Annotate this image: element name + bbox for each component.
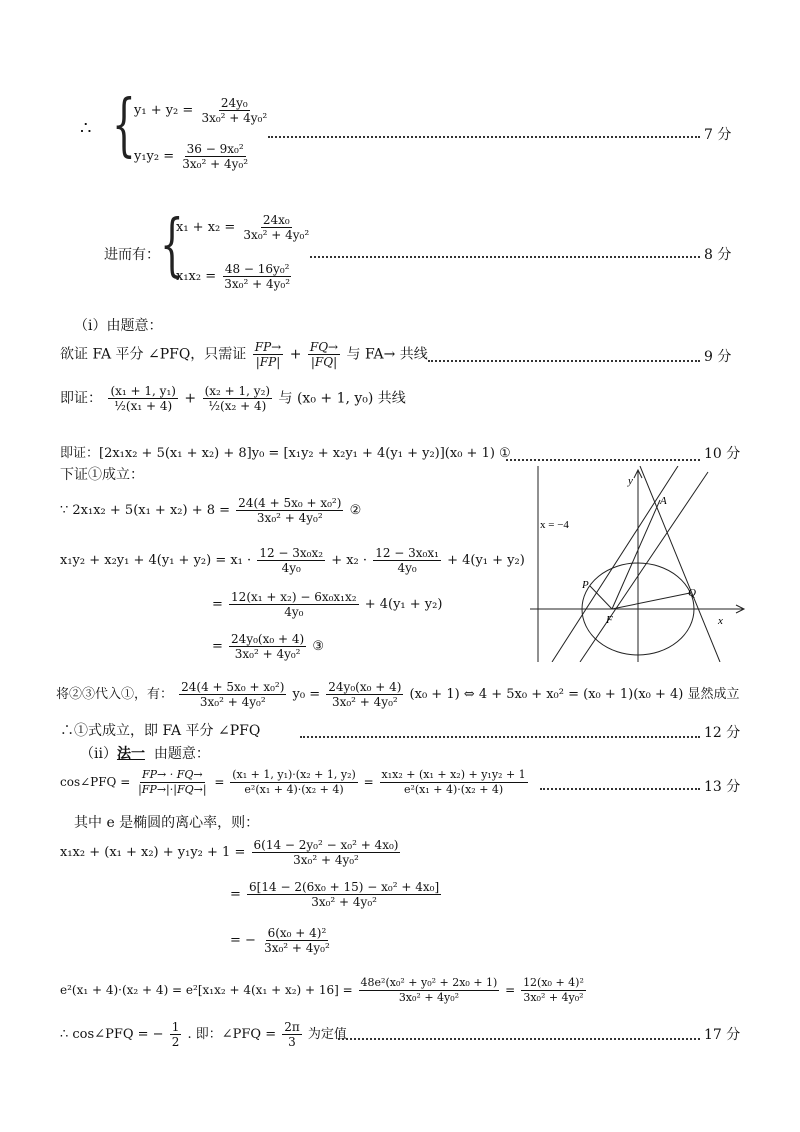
part-i-heading: （i）由题意： bbox=[74, 318, 163, 334]
minus-sign: = − bbox=[230, 933, 256, 948]
x-product-numerator: 48 − 16y₀² bbox=[224, 262, 290, 276]
equals-sign: = bbox=[363, 775, 374, 789]
point-q-label: Q bbox=[688, 587, 696, 599]
expansion-denominator-3: 4y₀ bbox=[284, 605, 304, 619]
score-8: 8 分 bbox=[704, 247, 732, 263]
cosine-equation bbox=[60, 768, 530, 797]
y-product-fraction bbox=[180, 142, 250, 171]
numerator-calc-num-1: 6(14 − 2y₀² − x₀² + 4x₀) bbox=[253, 838, 399, 852]
numerator-calc-2 bbox=[230, 880, 443, 909]
denominator-calc-den-1: 3x₀² + 4y₀² bbox=[398, 991, 460, 1004]
system-brace: { bbox=[112, 86, 136, 165]
y-product-lhs: y₁y₂ = bbox=[134, 149, 175, 164]
substitution-numerator-2: 24y₀(x₀ + 4) bbox=[328, 680, 402, 694]
substitution-fraction-2 bbox=[326, 680, 403, 709]
part-i-conclusion: ∴①式成立，即 FA 平分 ∠PFQ bbox=[60, 723, 261, 739]
dot-leader bbox=[428, 360, 700, 362]
score-7: 7 分 bbox=[704, 127, 732, 143]
y-axis-label: y bbox=[628, 475, 633, 487]
substitution-line bbox=[56, 680, 740, 709]
cosine-denominator-3: e²(x₁ + 4)·(x₂ + 4) bbox=[403, 783, 504, 796]
point-p-fraction bbox=[108, 384, 177, 413]
because-lhs: ∵ 2x₁x₂ + 5(x₁ + x₂) + 8 = bbox=[60, 503, 231, 518]
one-half-numerator: 1 bbox=[171, 1020, 180, 1034]
x-product-denominator: 3x₀² + 4y₀² bbox=[224, 277, 291, 291]
directrix-label: x = −4 bbox=[540, 519, 569, 531]
one-half-denominator: 2 bbox=[171, 1035, 180, 1049]
cosine-fraction-3 bbox=[380, 768, 528, 797]
chord-line bbox=[580, 472, 708, 662]
unit-vector-fq bbox=[308, 340, 340, 369]
two-pi-denominator: 3 bbox=[288, 1035, 296, 1049]
final-result bbox=[60, 1020, 347, 1049]
expansion-end: + 4(y₁ + y₂) bbox=[447, 553, 525, 568]
want-prefix: 欲证 FA 平分 ∠PFQ，只需证 bbox=[60, 346, 247, 363]
prove-collinear-line bbox=[60, 384, 406, 413]
numerator-calc-den-2: 3x₀² + 4y₀² bbox=[311, 895, 377, 909]
expansion-line-3 bbox=[212, 632, 324, 661]
one-half bbox=[170, 1020, 182, 1049]
hence-label: 进而有： bbox=[104, 247, 160, 263]
x-sum-denominator: 3x₀² + 4y₀² bbox=[243, 228, 310, 242]
y-product-denominator: 3x₀² + 4y₀² bbox=[182, 157, 249, 171]
dot-leader bbox=[506, 459, 700, 461]
denominator-calc-lhs: e²(x₁ + 4)·(x₂ + 4) = e²[x₁x₂ + 4(x₁ + x₂) + 16] = bbox=[60, 983, 353, 997]
expansion-fraction-3 bbox=[229, 590, 359, 619]
denominator-calc-fraction-2 bbox=[521, 976, 586, 1005]
y-sum-equation bbox=[134, 96, 271, 125]
x-axis-label: x bbox=[718, 615, 723, 627]
denominator-calc-num-2: 12(x₀ + 4)² bbox=[523, 976, 584, 989]
expansion-line-2 bbox=[212, 590, 442, 619]
substitution-denominator-2: 3x₀² + 4y₀² bbox=[331, 695, 398, 709]
expansion-line-1 bbox=[60, 546, 525, 575]
x-sum-numerator: 24x₀ bbox=[262, 213, 290, 227]
x-sum-lhs: x₁ + x₂ = bbox=[176, 220, 236, 235]
x-product-lhs: x₁x₂ = bbox=[176, 269, 217, 284]
y-sum-fraction bbox=[199, 96, 269, 125]
substitution-prefix: 将②③代入①，有： bbox=[56, 687, 174, 702]
therefore-symbol: ∴ bbox=[80, 118, 92, 139]
point-p-numerator: (x₁ + 1, y₁) bbox=[110, 384, 176, 398]
x-product-fraction bbox=[222, 262, 292, 291]
point-f-label: F bbox=[606, 614, 613, 626]
expansion-denominator-4: 3x₀² + 4y₀² bbox=[234, 647, 301, 661]
point-p-label: P bbox=[582, 579, 589, 591]
score-13: 13 分 bbox=[704, 779, 741, 795]
substitution-suffix: (x₀ + 1) ⇔ 4 + 5x₀ + x₀² = (x₀ + 1)(x₀ + 4) 显然成立 bbox=[409, 687, 740, 702]
expansion-lhs: x₁y₂ + x₂y₁ + 4(y₁ + y₂) = x₁ · bbox=[60, 553, 252, 568]
x-product-equation bbox=[176, 262, 294, 291]
equals-sign: = bbox=[505, 983, 516, 997]
numerator-calc-num-3: 6(x₀ + 4)² bbox=[267, 926, 327, 940]
because-fraction bbox=[236, 496, 343, 525]
cosine-fraction-2 bbox=[230, 768, 358, 797]
expansion-mid: + x₂ · bbox=[331, 553, 368, 568]
prove-prefix: 即证： bbox=[60, 390, 102, 407]
score-17: 17 分 bbox=[704, 1027, 741, 1043]
prove-suffix: 与 (x₀ + 1, y₀) 共线 bbox=[278, 390, 406, 407]
point-q-fraction bbox=[203, 384, 272, 413]
cosine-denominator-2: e²(x₁ + 4)·(x₂ + 4) bbox=[244, 783, 344, 796]
dot-leader bbox=[338, 1038, 700, 1040]
dot-leader bbox=[300, 736, 700, 738]
equals-sign: = bbox=[212, 597, 223, 612]
part-ii-heading bbox=[80, 745, 210, 763]
final-prefix: ∴ cos∠PFQ = − bbox=[60, 1027, 164, 1042]
score-10: 10 分 bbox=[704, 446, 741, 462]
expansion-fraction-4 bbox=[229, 632, 306, 661]
below-prove-label: 下证①成立： bbox=[60, 467, 144, 483]
ellipse-figure bbox=[530, 466, 748, 662]
point-q-denominator: ½(x₂ + 4) bbox=[208, 399, 267, 413]
y-sum-lhs: y₁ + y₂ = bbox=[134, 103, 194, 118]
substitution-denominator-1: 3x₀² + 4y₀² bbox=[199, 695, 266, 709]
numerator-calc-3 bbox=[230, 926, 334, 955]
vector-fp: FP→ bbox=[254, 340, 282, 354]
denominator-calc-num-1: 48e²(x₀² + y₀² + 2x₀ + 1) bbox=[360, 976, 498, 989]
because-equation bbox=[60, 496, 361, 525]
method-one-label: 法一 bbox=[116, 746, 145, 762]
cosine-lhs: cos∠PFQ = bbox=[60, 775, 131, 789]
dot-leader bbox=[310, 256, 700, 258]
expansion-numerator-2: 12 − 3x₀x₁ bbox=[375, 546, 439, 560]
system-brace: { bbox=[160, 206, 184, 285]
numerator-calc-1 bbox=[60, 838, 402, 867]
expansion-numerator-3: 12(x₁ + x₂) − 6x₀x₁x₂ bbox=[231, 590, 357, 604]
numerator-calc-fraction-3 bbox=[262, 926, 332, 955]
expansion-denominator-1: 4y₀ bbox=[281, 561, 301, 575]
norm-fp: |FP| bbox=[255, 355, 281, 369]
expansion-denominator-2: 4y₀ bbox=[397, 561, 417, 575]
equals-sign: = bbox=[230, 887, 241, 902]
numerator-calc-num-2: 6[14 − 2(6x₀ + 15) − x₀² + 4x₀] bbox=[249, 880, 440, 894]
expansion-fraction-1 bbox=[257, 546, 325, 575]
equals-sign: = bbox=[214, 775, 225, 789]
cosine-fraction-1 bbox=[136, 768, 208, 797]
cosine-numerator-1: FP→ · FQ→ bbox=[142, 768, 203, 781]
denominator-calc bbox=[60, 976, 588, 1005]
point-q-numerator: (x₂ + 1, y₂) bbox=[204, 384, 271, 398]
substitution-fraction-1 bbox=[179, 680, 286, 709]
expansion-end: + 4(y₁ + y₂) bbox=[364, 597, 443, 612]
numerator-calc-den-1: 3x₀² + 4y₀² bbox=[293, 853, 359, 867]
cosine-denominator-1: |FP→|·|FQ→| bbox=[138, 783, 207, 796]
two-pi-numerator: 2π bbox=[284, 1020, 300, 1034]
final-mid: . 即：∠PFQ = bbox=[187, 1027, 277, 1042]
numerator-calc-lhs: x₁x₂ + (x₁ + x₂) + y₁y₂ + 1 = bbox=[60, 845, 246, 860]
dot-leader bbox=[540, 788, 700, 790]
substitution-numerator-1: 24(4 + 5x₀ + x₀²) bbox=[181, 680, 285, 694]
plus-sign: + bbox=[184, 390, 197, 407]
score-9: 9 分 bbox=[704, 349, 732, 365]
segment-fq bbox=[612, 593, 690, 609]
want-suffix: 与 FA→ 共线 bbox=[346, 346, 428, 363]
numerator-calc-fraction-2 bbox=[247, 880, 441, 909]
score-12: 12 分 bbox=[704, 725, 741, 741]
y-product-equation bbox=[134, 142, 252, 171]
part-ii-given: 由题意： bbox=[153, 746, 210, 762]
denominator-calc-fraction-1 bbox=[359, 976, 500, 1005]
circled-3: ③ bbox=[312, 639, 324, 654]
denominator-calc-den-2: 3x₀² + 4y₀² bbox=[523, 991, 584, 1004]
because-denominator: 3x₀² + 4y₀² bbox=[256, 511, 323, 525]
x-sum-equation bbox=[176, 213, 313, 242]
y-sum-numerator: 24y₀ bbox=[220, 96, 248, 110]
expansion-fraction-2 bbox=[373, 546, 441, 575]
numerator-calc-den-3: 3x₀² + 4y₀² bbox=[264, 941, 330, 955]
expansion-numerator-1: 12 − 3x₀x₂ bbox=[259, 546, 324, 560]
plus-sign: + bbox=[289, 346, 302, 363]
want-to-prove-line bbox=[60, 340, 428, 369]
equation-1-line: 即证：[2x₁x₂ + 5(x₁ + x₂) + 8]y₀ = [x₁y₂ + x₂y₁ + 4(y₁ + y₂)](x₀ + 1) ① bbox=[60, 446, 511, 461]
part-ii-label: （ii） bbox=[80, 746, 117, 762]
point-a-label: A bbox=[660, 495, 667, 507]
cosine-numerator-2: (x₁ + 1, y₁)·(x₂ + 1, y₂) bbox=[232, 768, 356, 781]
two-pi-over-three bbox=[282, 1020, 302, 1049]
point-p-denominator: ½(x₁ + 4) bbox=[114, 399, 173, 413]
cosine-numerator-3: x₁x₂ + (x₁ + x₂) + y₁y₂ + 1 bbox=[381, 768, 526, 781]
eccentricity-note: 其中 e 是椭圆的离心率，则： bbox=[74, 815, 260, 831]
substitution-mid: y₀ = bbox=[292, 687, 321, 702]
expansion-numerator-4: 24y₀(x₀ + 4) bbox=[231, 632, 305, 646]
final-suffix: 为定值 bbox=[307, 1027, 347, 1042]
vector-fq: FQ→ bbox=[309, 340, 339, 354]
numerator-calc-fraction-1 bbox=[252, 838, 401, 867]
dot-leader bbox=[268, 136, 700, 138]
because-numerator: 24(4 + 5x₀ + x₀²) bbox=[238, 496, 342, 510]
x-sum-fraction bbox=[241, 213, 311, 242]
unit-vector-fp bbox=[253, 340, 283, 369]
y-sum-denominator: 3x₀² + 4y₀² bbox=[201, 111, 268, 125]
equals-sign: = bbox=[212, 639, 223, 654]
circled-2: ② bbox=[349, 503, 362, 518]
norm-fq: |FQ| bbox=[310, 355, 338, 369]
y-product-numerator: 36 − 9x₀² bbox=[186, 142, 244, 156]
